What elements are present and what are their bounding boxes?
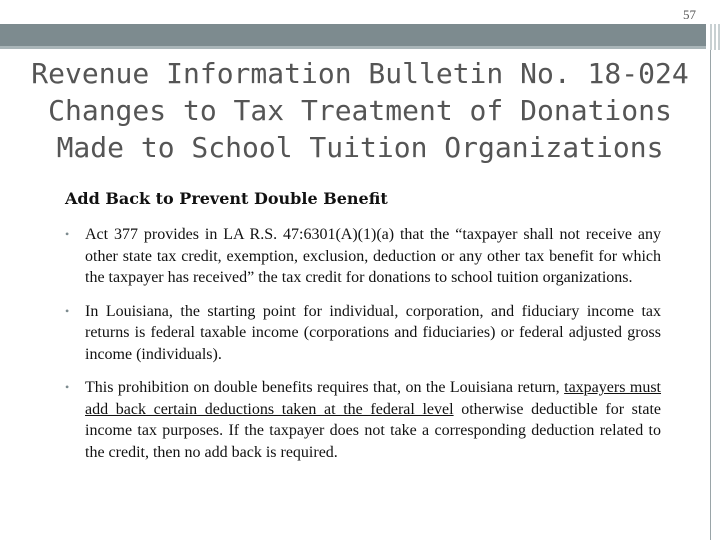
bullet-item-double-benefit [65, 377, 661, 463]
bullet-marker: • [65, 380, 70, 394]
bullet-text-underlined: taxpayers must add back certain deductions taken at the federal level [85, 379, 662, 418]
page-number: 57 [683, 7, 696, 22]
bullet-marker: • [65, 303, 70, 318]
header-bar [0, 24, 706, 46]
bullet-text: In Louisiana, the starting point for individual, corporation, and fiduciary income tax returns is federal taxable income (corporations and fiduciaries) or federal adjusted gross income (individuals). [85, 302, 661, 363]
bullet-text: Act 377 provides in LA R.S. 47:6301(A)(1)(a) that the “taxpayer shall not receive any other state tax credit, exemption, exclusion, deduction or any other tax benefit for which the taxpayer has received” the tax credit for donations to school tuition organizations. [85, 226, 661, 286]
slide-title [20, 55, 700, 166]
right-border-rule [710, 50, 711, 540]
section-heading: Add Back to Prevent Double Benefit [65, 189, 388, 208]
bullet-text-before: This prohibition on double benefits requires that, on the Louisiana return, [85, 379, 565, 396]
bullet-item-act-377 [65, 224, 661, 289]
bullet-marker: • [65, 227, 70, 241]
header-stripe-decoration [710, 24, 720, 50]
bullet-text-after: otherwise deductible for state income tax purposes. If the taxpayer does not take a corresponding deduction related to the credit, then no add back is required. [85, 400, 661, 461]
bullet-item-starting-point [65, 301, 661, 366]
title-line-3: Made to School Tuition Organizations [56, 131, 664, 164]
title-line-2: Changes to Tax Treatment of Donations [48, 94, 672, 127]
header-bar-accent [0, 46, 706, 49]
bullet-list [65, 224, 661, 475]
title-line-1: Revenue Information Bulletin No. 18-024 [31, 57, 689, 90]
